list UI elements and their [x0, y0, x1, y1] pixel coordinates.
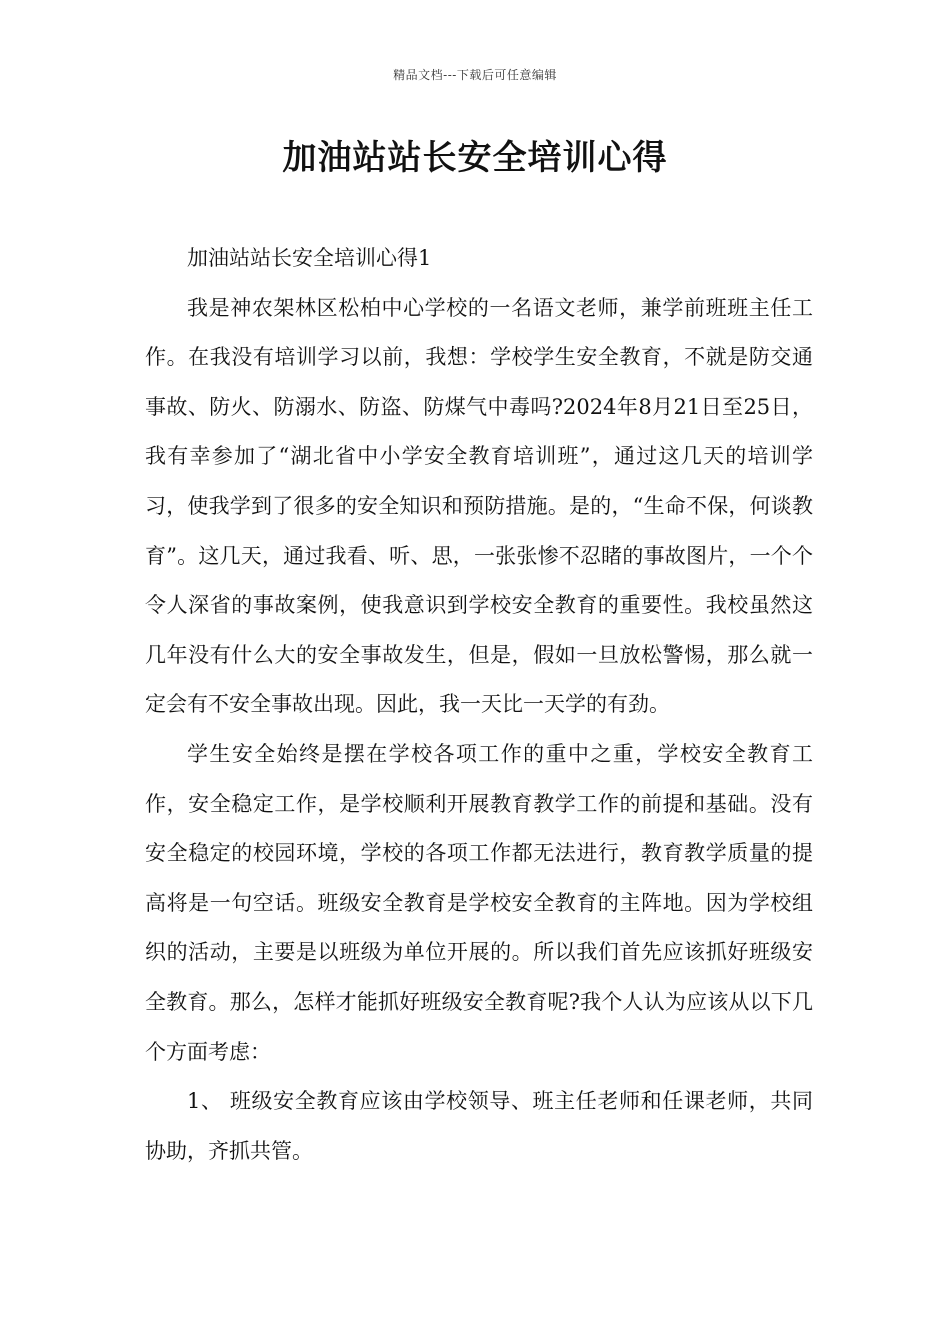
document-title: 加油站站长安全培训心得 [282, 138, 668, 178]
header-note: 精品文档---下载后可任意编辑 [393, 68, 557, 82]
body-paragraph-3: 1、 班级安全教育应该由学校领导、班主任老师和任课老师，共同协助，齐抓共管。 [145, 1089, 813, 1163]
body-paragraph-1: 我是神农架林区松柏中心学校的一名语文老师，兼学前班班主任工作。在我没有培训学习以前，我想：学校学生安全教育，不就是防交通事故、防火、防溺水、防盗、防煤气中毒吗?2024年8月21日至25日，我有幸参加了“湖北省中小学安全教育培训班”，通过这几天的培训学习，使我学到了很多的安全知识和预防措施。是的，“生命不保，何谈教育”。这几天，通过我看、听、思，一张张惨不忍睹的事故图片，一个个令人深省的事故案例，使我意识到学校安全教育的重要性。我校虽然这几年没有什么大的安全事故发生，但是，假如一旦放松警惕，那么就一定会有不安全事故出现。因此，我一天比一天学的有劲。 [145, 295, 813, 717]
body-paragraph-2: 学生安全始终是摆在学校各项工作的重中之重，学校安全教育工作，安全稳定工作，是学校顺利开展教育教学工作的前提和基础。没有安全稳定的校园环境，学校的各项工作都无法进行，教育教学质量的提高将是一句空话。班级安全教育是学校安全教育的主阵地。因为学校组织的活动，主要是以班级为单位开展的。所以我们首先应该抓好班级安全教育。那么，怎样才能抓好班级安全教育呢?我个人认为应该从以下几个方面考虑： [145, 741, 813, 1064]
subtitle-paragraph: 加油站站长安全培训心得1 [187, 246, 432, 270]
document-body [145, 234, 813, 1176]
